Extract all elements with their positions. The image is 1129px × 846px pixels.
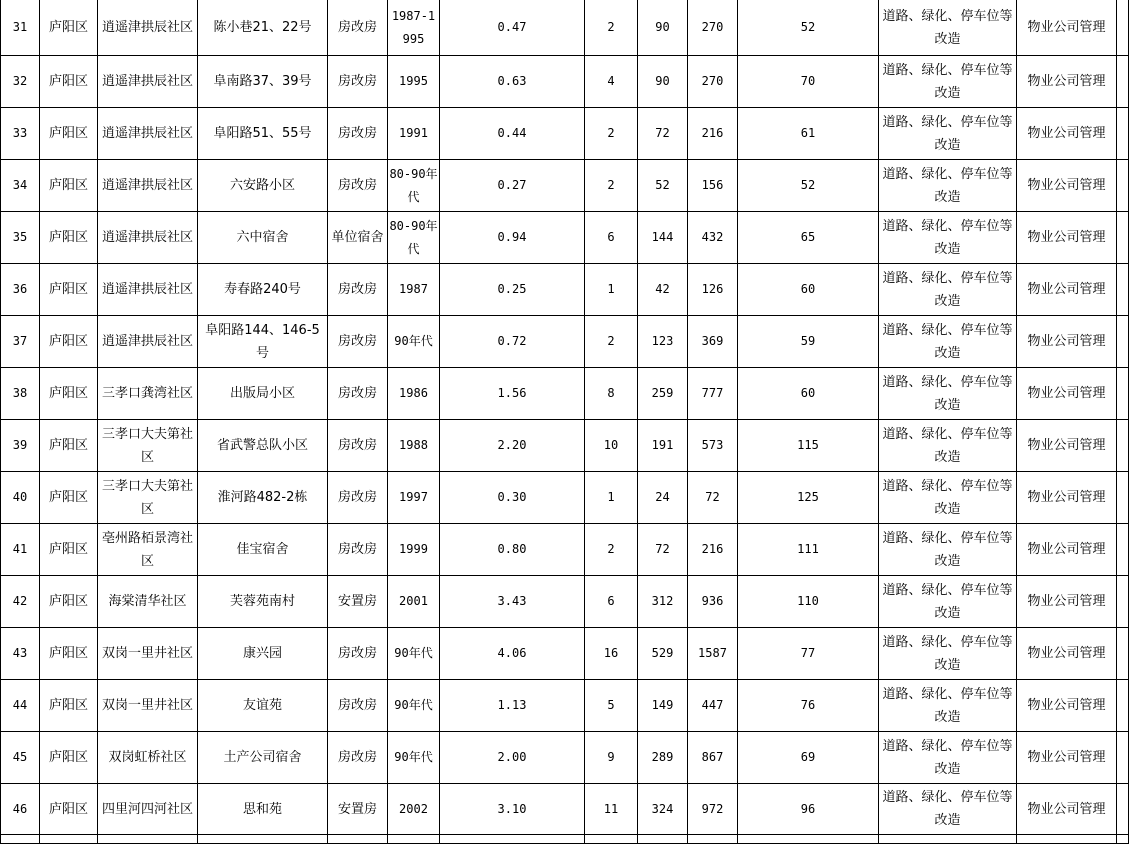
housing-type-cell: 房改房 [328, 368, 388, 420]
management-mode-cell: 物业公司管理 [1017, 56, 1117, 108]
district-cell: 庐阳区 [40, 212, 98, 264]
management-mode-cell: 物业公司管理 [1017, 732, 1117, 784]
management-mode-cell: 物业公司管理 [1017, 368, 1117, 420]
build-year-cell: 80-90年代 [388, 212, 440, 264]
build-year-cell: 2002 [388, 784, 440, 835]
community-cell: 逍遥津拱辰社区 [98, 212, 198, 264]
district-cell: 庐阳区 [40, 784, 98, 835]
community-cell: 三孝口大夫第社区 [98, 420, 198, 472]
estate-name-cell: 六中宿舍 [198, 212, 328, 264]
district-cell: 庐阳区 [40, 628, 98, 680]
renovation-content-cell: 道路、绿化、停车位等改造 [879, 368, 1017, 420]
housing-type-cell: 房改房 [328, 0, 388, 56]
area-cell: 0.44 [440, 108, 585, 160]
community-cell: 逍遥津拱辰社区 [98, 160, 198, 212]
renovation-content-cell: 道路、绿化、停车位等改造 [879, 472, 1017, 524]
investment-cell: 110 [738, 576, 879, 628]
housing-type-cell: 房改房 [328, 420, 388, 472]
resident-count-cell: 216 [688, 524, 738, 576]
housing-type-cell: 房改房 [328, 732, 388, 784]
overflow-column-cell [1117, 576, 1129, 628]
table-row [1, 212, 1129, 264]
management-mode-cell: 物业公司管理 [1017, 264, 1117, 316]
area-cell: 2.00 [440, 732, 585, 784]
empty-cell [1117, 835, 1129, 844]
building-count-cell: 1 [585, 472, 638, 524]
building-count-cell: 6 [585, 576, 638, 628]
table-row [1, 56, 1129, 108]
housing-type-cell: 房改房 [328, 56, 388, 108]
renovation-content-cell: 道路、绿化、停车位等改造 [879, 628, 1017, 680]
area-cell: 0.63 [440, 56, 585, 108]
overflow-column-cell [1117, 628, 1129, 680]
community-cell: 逍遥津拱辰社区 [98, 0, 198, 56]
renovation-content-cell: 道路、绿化、停车位等改造 [879, 524, 1017, 576]
housing-type-cell: 房改房 [328, 264, 388, 316]
resident-count-cell: 936 [688, 576, 738, 628]
build-year-cell: 1999 [388, 524, 440, 576]
district-cell: 庐阳区 [40, 160, 98, 212]
investment-cell: 96 [738, 784, 879, 835]
renovation-content-cell: 道路、绿化、停车位等改造 [879, 212, 1017, 264]
estate-name-cell: 陈小巷21、22号 [198, 0, 328, 56]
renovation-content-cell: 道路、绿化、停车位等改造 [879, 108, 1017, 160]
estate-name-cell: 佳宝宿舍 [198, 524, 328, 576]
renovation-content-cell: 道路、绿化、停车位等改造 [879, 0, 1017, 56]
investment-cell: 115 [738, 420, 879, 472]
building-count-cell: 4 [585, 56, 638, 108]
area-cell: 0.94 [440, 212, 585, 264]
district-cell: 庐阳区 [40, 524, 98, 576]
table-row-partial [1, 835, 1129, 844]
overflow-column-cell [1117, 368, 1129, 420]
community-cell: 海棠清华社区 [98, 576, 198, 628]
district-cell: 庐阳区 [40, 368, 98, 420]
empty-cell [1017, 835, 1117, 844]
household-count-cell: 42 [638, 264, 688, 316]
overflow-column-cell [1117, 420, 1129, 472]
overflow-column-cell [1117, 0, 1129, 56]
area-cell: 0.47 [440, 0, 585, 56]
community-cell: 逍遥津拱辰社区 [98, 56, 198, 108]
housing-type-cell: 房改房 [328, 524, 388, 576]
housing-type-cell: 房改房 [328, 160, 388, 212]
building-count-cell: 2 [585, 316, 638, 368]
estate-name-cell: 淮河路482-2栋 [198, 472, 328, 524]
table-row [1, 420, 1129, 472]
household-count-cell: 24 [638, 472, 688, 524]
overflow-column-cell [1117, 160, 1129, 212]
empty-cell [738, 835, 879, 844]
renovation-content-cell: 道路、绿化、停车位等改造 [879, 784, 1017, 835]
community-cell: 三孝口大夫第社区 [98, 472, 198, 524]
empty-cell [585, 835, 638, 844]
resident-count-cell: 432 [688, 212, 738, 264]
district-cell: 庐阳区 [40, 264, 98, 316]
area-cell: 0.72 [440, 316, 585, 368]
empty-cell [1, 835, 40, 844]
row-number-cell: 36 [1, 264, 40, 316]
empty-cell [688, 835, 738, 844]
build-year-cell: 1987-1995 [388, 0, 440, 56]
housing-type-cell: 房改房 [328, 472, 388, 524]
investment-cell: 69 [738, 732, 879, 784]
resident-count-cell: 156 [688, 160, 738, 212]
investment-cell: 111 [738, 524, 879, 576]
investment-cell: 70 [738, 56, 879, 108]
district-cell: 庐阳区 [40, 576, 98, 628]
area-cell: 0.27 [440, 160, 585, 212]
estate-name-cell: 思和苑 [198, 784, 328, 835]
management-mode-cell: 物业公司管理 [1017, 0, 1117, 56]
renovation-content-cell: 道路、绿化、停车位等改造 [879, 264, 1017, 316]
building-count-cell: 2 [585, 160, 638, 212]
district-cell: 庐阳区 [40, 56, 98, 108]
table-row [1, 0, 1129, 56]
household-count-cell: 191 [638, 420, 688, 472]
estate-name-cell: 阜阳路51、55号 [198, 108, 328, 160]
area-cell: 1.56 [440, 368, 585, 420]
resident-count-cell: 573 [688, 420, 738, 472]
table-row [1, 524, 1129, 576]
management-mode-cell: 物业公司管理 [1017, 108, 1117, 160]
estate-name-cell: 芙蓉苑南村 [198, 576, 328, 628]
renovation-content-cell: 道路、绿化、停车位等改造 [879, 420, 1017, 472]
table-row [1, 732, 1129, 784]
housing-type-cell: 单位宿舍 [328, 212, 388, 264]
investment-cell: 59 [738, 316, 879, 368]
area-cell: 1.13 [440, 680, 585, 732]
empty-cell [879, 835, 1017, 844]
household-count-cell: 324 [638, 784, 688, 835]
investment-cell: 61 [738, 108, 879, 160]
resident-count-cell: 777 [688, 368, 738, 420]
overflow-column-cell [1117, 524, 1129, 576]
household-count-cell: 529 [638, 628, 688, 680]
building-count-cell: 9 [585, 732, 638, 784]
build-year-cell: 1995 [388, 56, 440, 108]
community-cell: 三孝口龚湾社区 [98, 368, 198, 420]
investment-cell: 125 [738, 472, 879, 524]
build-year-cell: 1988 [388, 420, 440, 472]
build-year-cell: 80-90年代 [388, 160, 440, 212]
household-count-cell: 312 [638, 576, 688, 628]
management-mode-cell: 物业公司管理 [1017, 212, 1117, 264]
area-cell: 2.20 [440, 420, 585, 472]
renovation-content-cell: 道路、绿化、停车位等改造 [879, 680, 1017, 732]
empty-cell [388, 835, 440, 844]
overflow-column-cell [1117, 108, 1129, 160]
estate-name-cell: 阜南路37、39号 [198, 56, 328, 108]
district-cell: 庐阳区 [40, 472, 98, 524]
estate-name-cell: 出版局小区 [198, 368, 328, 420]
building-count-cell: 10 [585, 420, 638, 472]
district-cell: 庐阳区 [40, 316, 98, 368]
estate-name-cell: 六安路小区 [198, 160, 328, 212]
row-number-cell: 39 [1, 420, 40, 472]
community-cell: 四里河四河社区 [98, 784, 198, 835]
building-count-cell: 16 [585, 628, 638, 680]
housing-type-cell: 安置房 [328, 576, 388, 628]
area-cell: 0.25 [440, 264, 585, 316]
estate-name-cell: 阜阳路144、146-5号 [198, 316, 328, 368]
management-mode-cell: 物业公司管理 [1017, 524, 1117, 576]
management-mode-cell: 物业公司管理 [1017, 576, 1117, 628]
district-cell: 庐阳区 [40, 0, 98, 56]
row-number-cell: 37 [1, 316, 40, 368]
housing-type-cell: 房改房 [328, 680, 388, 732]
household-count-cell: 72 [638, 108, 688, 160]
build-year-cell: 90年代 [388, 316, 440, 368]
management-mode-cell: 物业公司管理 [1017, 316, 1117, 368]
housing-type-cell: 房改房 [328, 316, 388, 368]
resident-count-cell: 270 [688, 56, 738, 108]
area-cell: 3.10 [440, 784, 585, 835]
community-cell: 双岗虹桥社区 [98, 732, 198, 784]
building-count-cell: 8 [585, 368, 638, 420]
community-cell: 逍遥津拱辰社区 [98, 316, 198, 368]
empty-cell [328, 835, 388, 844]
resident-count-cell: 447 [688, 680, 738, 732]
overflow-column-cell [1117, 56, 1129, 108]
row-number-cell: 31 [1, 0, 40, 56]
estate-name-cell: 省武警总队小区 [198, 420, 328, 472]
resident-count-cell: 270 [688, 0, 738, 56]
estate-name-cell: 寿春路240号 [198, 264, 328, 316]
resident-count-cell: 972 [688, 784, 738, 835]
household-count-cell: 144 [638, 212, 688, 264]
management-mode-cell: 物业公司管理 [1017, 680, 1117, 732]
investment-cell: 76 [738, 680, 879, 732]
household-count-cell: 72 [638, 524, 688, 576]
build-year-cell: 1997 [388, 472, 440, 524]
row-number-cell: 44 [1, 680, 40, 732]
overflow-column-cell [1117, 732, 1129, 784]
estate-name-cell: 康兴园 [198, 628, 328, 680]
empty-cell [98, 835, 198, 844]
overflow-column-cell [1117, 316, 1129, 368]
row-number-cell: 40 [1, 472, 40, 524]
housing-type-cell: 安置房 [328, 784, 388, 835]
household-count-cell: 259 [638, 368, 688, 420]
area-cell: 0.30 [440, 472, 585, 524]
row-number-cell: 32 [1, 56, 40, 108]
build-year-cell: 2001 [388, 576, 440, 628]
build-year-cell: 1991 [388, 108, 440, 160]
table-row [1, 680, 1129, 732]
household-count-cell: 123 [638, 316, 688, 368]
area-cell: 0.80 [440, 524, 585, 576]
empty-cell [638, 835, 688, 844]
build-year-cell: 90年代 [388, 680, 440, 732]
row-number-cell: 46 [1, 784, 40, 835]
empty-cell [440, 835, 585, 844]
community-cell: 逍遥津拱辰社区 [98, 264, 198, 316]
overflow-column-cell [1117, 784, 1129, 835]
table-row [1, 784, 1129, 835]
build-year-cell: 90年代 [388, 732, 440, 784]
building-count-cell: 5 [585, 680, 638, 732]
table-row [1, 576, 1129, 628]
community-cell: 双岗一里井社区 [98, 628, 198, 680]
investment-cell: 60 [738, 264, 879, 316]
housing-type-cell: 房改房 [328, 628, 388, 680]
household-count-cell: 149 [638, 680, 688, 732]
investment-cell: 65 [738, 212, 879, 264]
resident-count-cell: 72 [688, 472, 738, 524]
investment-cell: 60 [738, 368, 879, 420]
area-cell: 3.43 [440, 576, 585, 628]
renovation-content-cell: 道路、绿化、停车位等改造 [879, 56, 1017, 108]
resident-count-cell: 1587 [688, 628, 738, 680]
building-count-cell: 2 [585, 108, 638, 160]
resident-count-cell: 369 [688, 316, 738, 368]
row-number-cell: 34 [1, 160, 40, 212]
row-number-cell: 43 [1, 628, 40, 680]
building-count-cell: 11 [585, 784, 638, 835]
community-cell: 逍遥津拱辰社区 [98, 108, 198, 160]
table-row [1, 264, 1129, 316]
building-count-cell: 2 [585, 0, 638, 56]
row-number-cell: 42 [1, 576, 40, 628]
overflow-column-cell [1117, 472, 1129, 524]
build-year-cell: 1987 [388, 264, 440, 316]
table-row [1, 160, 1129, 212]
building-count-cell: 6 [585, 212, 638, 264]
row-number-cell: 35 [1, 212, 40, 264]
table-row [1, 472, 1129, 524]
renovation-content-cell: 道路、绿化、停车位等改造 [879, 732, 1017, 784]
renovation-content-cell: 道路、绿化、停车位等改造 [879, 316, 1017, 368]
table-body [1, 0, 1129, 844]
row-number-cell: 45 [1, 732, 40, 784]
build-year-cell: 1986 [388, 368, 440, 420]
row-number-cell: 38 [1, 368, 40, 420]
overflow-column-cell [1117, 212, 1129, 264]
table-row [1, 108, 1129, 160]
management-mode-cell: 物业公司管理 [1017, 160, 1117, 212]
area-cell: 4.06 [440, 628, 585, 680]
overflow-column-cell [1117, 680, 1129, 732]
renovation-content-cell: 道路、绿化、停车位等改造 [879, 160, 1017, 212]
district-cell: 庐阳区 [40, 420, 98, 472]
household-count-cell: 90 [638, 0, 688, 56]
build-year-cell: 90年代 [388, 628, 440, 680]
resident-count-cell: 126 [688, 264, 738, 316]
building-count-cell: 2 [585, 524, 638, 576]
empty-cell [198, 835, 328, 844]
management-mode-cell: 物业公司管理 [1017, 420, 1117, 472]
district-cell: 庐阳区 [40, 108, 98, 160]
building-count-cell: 1 [585, 264, 638, 316]
renovation-content-cell: 道路、绿化、停车位等改造 [879, 576, 1017, 628]
household-count-cell: 90 [638, 56, 688, 108]
row-number-cell: 33 [1, 108, 40, 160]
table-row [1, 368, 1129, 420]
housing-type-cell: 房改房 [328, 108, 388, 160]
resident-count-cell: 216 [688, 108, 738, 160]
management-mode-cell: 物业公司管理 [1017, 784, 1117, 835]
investment-cell: 52 [738, 0, 879, 56]
investment-cell: 77 [738, 628, 879, 680]
district-cell: 庐阳区 [40, 732, 98, 784]
overflow-column-cell [1117, 264, 1129, 316]
resident-count-cell: 867 [688, 732, 738, 784]
table-row [1, 628, 1129, 680]
estate-name-cell: 友谊苑 [198, 680, 328, 732]
district-cell: 庐阳区 [40, 680, 98, 732]
row-number-cell: 41 [1, 524, 40, 576]
community-cell: 亳州路栢景湾社区 [98, 524, 198, 576]
empty-cell [40, 835, 98, 844]
estate-name-cell: 土产公司宿舍 [198, 732, 328, 784]
investment-cell: 52 [738, 160, 879, 212]
community-cell: 双岗一里井社区 [98, 680, 198, 732]
household-count-cell: 289 [638, 732, 688, 784]
management-mode-cell: 物业公司管理 [1017, 472, 1117, 524]
table-row [1, 316, 1129, 368]
management-mode-cell: 物业公司管理 [1017, 628, 1117, 680]
household-count-cell: 52 [638, 160, 688, 212]
